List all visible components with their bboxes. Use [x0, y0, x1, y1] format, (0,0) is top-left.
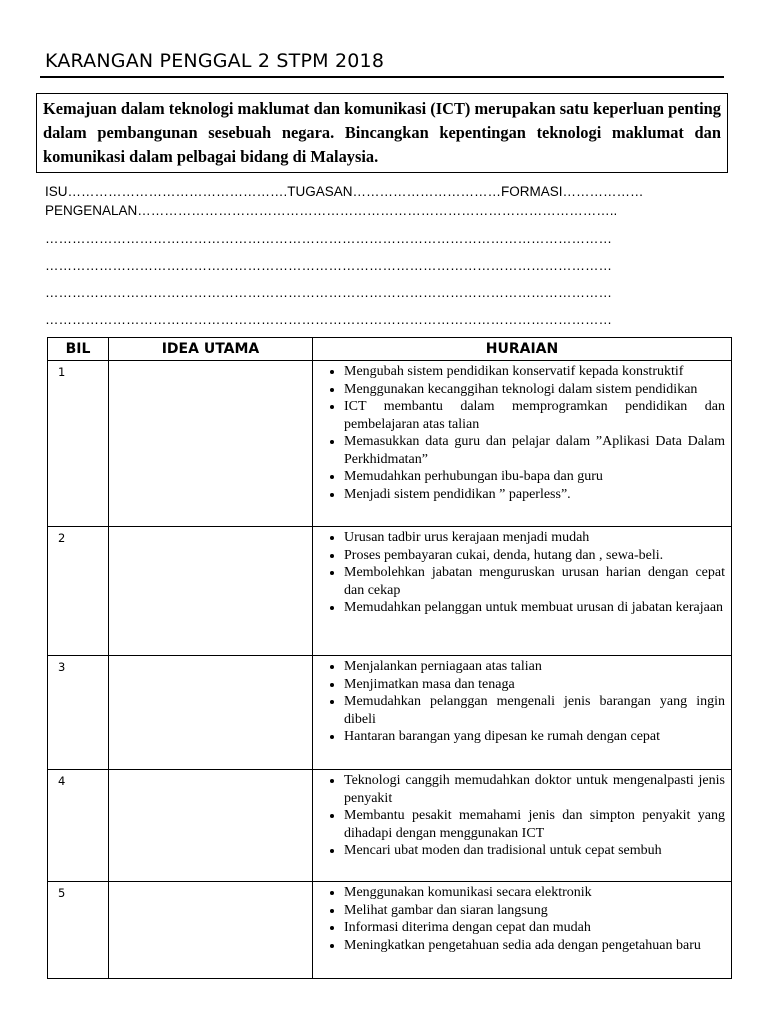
row-number: 2 — [48, 527, 109, 656]
list-item: • Proses pembayaran cukai, denda, hutang dan , sewa-beli. — [344, 547, 725, 565]
list-item: • Menjadi sistem pendidikan ” paperless”. — [344, 486, 725, 504]
table-row — [48, 770, 732, 882]
huraian-cell — [313, 656, 732, 770]
row-number: 5 — [48, 882, 109, 979]
table-row — [48, 882, 732, 979]
row-number: 3 — [48, 656, 109, 770]
table-row — [48, 361, 732, 527]
blank-writing-line: ……………………………………………………………………………………………………………… — [45, 231, 612, 246]
essay-outline-table — [47, 337, 732, 979]
huraian-cell — [313, 770, 732, 882]
list-item: • Mengubah sistem pendidikan konservatif kepada konstruktif — [344, 363, 725, 381]
table-row — [48, 527, 732, 656]
huraian-cell — [313, 361, 732, 527]
list-item: • Membolehkan jabatan menguruskan urusan harian dengan cepat dan cekap — [344, 564, 725, 599]
list-item: • Menggunakan kecanggihan teknologi dalam sistem pendidikan — [344, 381, 725, 399]
list-item: • Menjimatkan masa dan tenaga — [344, 676, 725, 694]
row-number: 4 — [48, 770, 109, 882]
table-row — [48, 656, 732, 770]
huraian-cell — [313, 882, 732, 979]
header-huraian: HURAIAN — [313, 338, 732, 361]
blank-writing-line: ……………………………………………………………………………………………………………… — [45, 285, 612, 300]
question-box: Kemajuan dalam teknologi maklumat dan komunikasi (ICT) merupakan satu keperluan penting dalam pembangunan sesebuah negara. Bincangkan kepentingan teknologi maklumat dan komunikasi dalam pelbagai bidang di Malaysia. — [36, 93, 728, 173]
title-underline — [40, 76, 724, 78]
list-item: • Urusan tadbir urus kerajaan menjadi mudah — [344, 529, 725, 547]
document-title: KARANGAN PENGGAL 2 STPM 2018 — [45, 50, 385, 72]
list-item: • Teknologi canggih memudahkan doktor untuk mengenalpasti jenis penyakit — [344, 772, 725, 807]
list-item: • Memudahkan pelanggan mengenali jenis barangan yang ingin dibeli — [344, 693, 725, 728]
idea-utama-cell — [109, 361, 313, 527]
list-item: • Memudahkan perhubungan ibu-bapa dan guru — [344, 468, 725, 486]
table-header-row — [48, 338, 732, 361]
list-item: • ICT membantu dalam memprogramkan pendidikan dan pembelajaran atas talian — [344, 398, 725, 433]
idea-utama-cell — [109, 770, 313, 882]
blank-writing-line: ……………………………………………………………………………………………………………… — [45, 312, 612, 327]
list-item: • Memasukkan data guru dan pelajar dalam ”Aplikasi Data Dalam Perkhidmatan” — [344, 433, 725, 468]
meta-line: ISU………………………………………….TUGASAN……………………………FORMASI……………… — [45, 184, 644, 199]
list-item: • Menjalankan perniagaan atas talian — [344, 658, 725, 676]
header-bil: BIL — [48, 338, 109, 361]
idea-utama-cell — [109, 882, 313, 979]
row-number: 1 — [48, 361, 109, 527]
idea-utama-cell — [109, 656, 313, 770]
idea-utama-cell — [109, 527, 313, 656]
list-item: • Hantaran barangan yang dipesan ke rumah dengan cepat — [344, 728, 725, 746]
intro-line: PENGENALAN…………………………………………………………………………………………….. — [45, 203, 618, 218]
blank-writing-line: ……………………………………………………………………………………………………………… — [45, 258, 612, 273]
list-item: • Melihat gambar dan siaran langsung — [344, 902, 725, 920]
list-item: • Informasi diterima dengan cepat dan mudah — [344, 919, 725, 937]
list-item: • Menggunakan komunikasi secara elektronik — [344, 884, 725, 902]
header-idea-utama: IDEA UTAMA — [109, 338, 313, 361]
list-item: • Membantu pesakit memahami jenis dan simpton penyakit yang dihadapi dengan menggunakan ICT — [344, 807, 725, 842]
list-item: • Memudahkan pelanggan untuk membuat urusan di jabatan kerajaan — [344, 599, 725, 617]
huraian-cell — [313, 527, 732, 656]
list-item: • Mencari ubat moden dan tradisional untuk cepat sembuh — [344, 842, 725, 860]
list-item: • Meningkatkan pengetahuan sedia ada dengan pengetahuan baru — [344, 937, 725, 955]
